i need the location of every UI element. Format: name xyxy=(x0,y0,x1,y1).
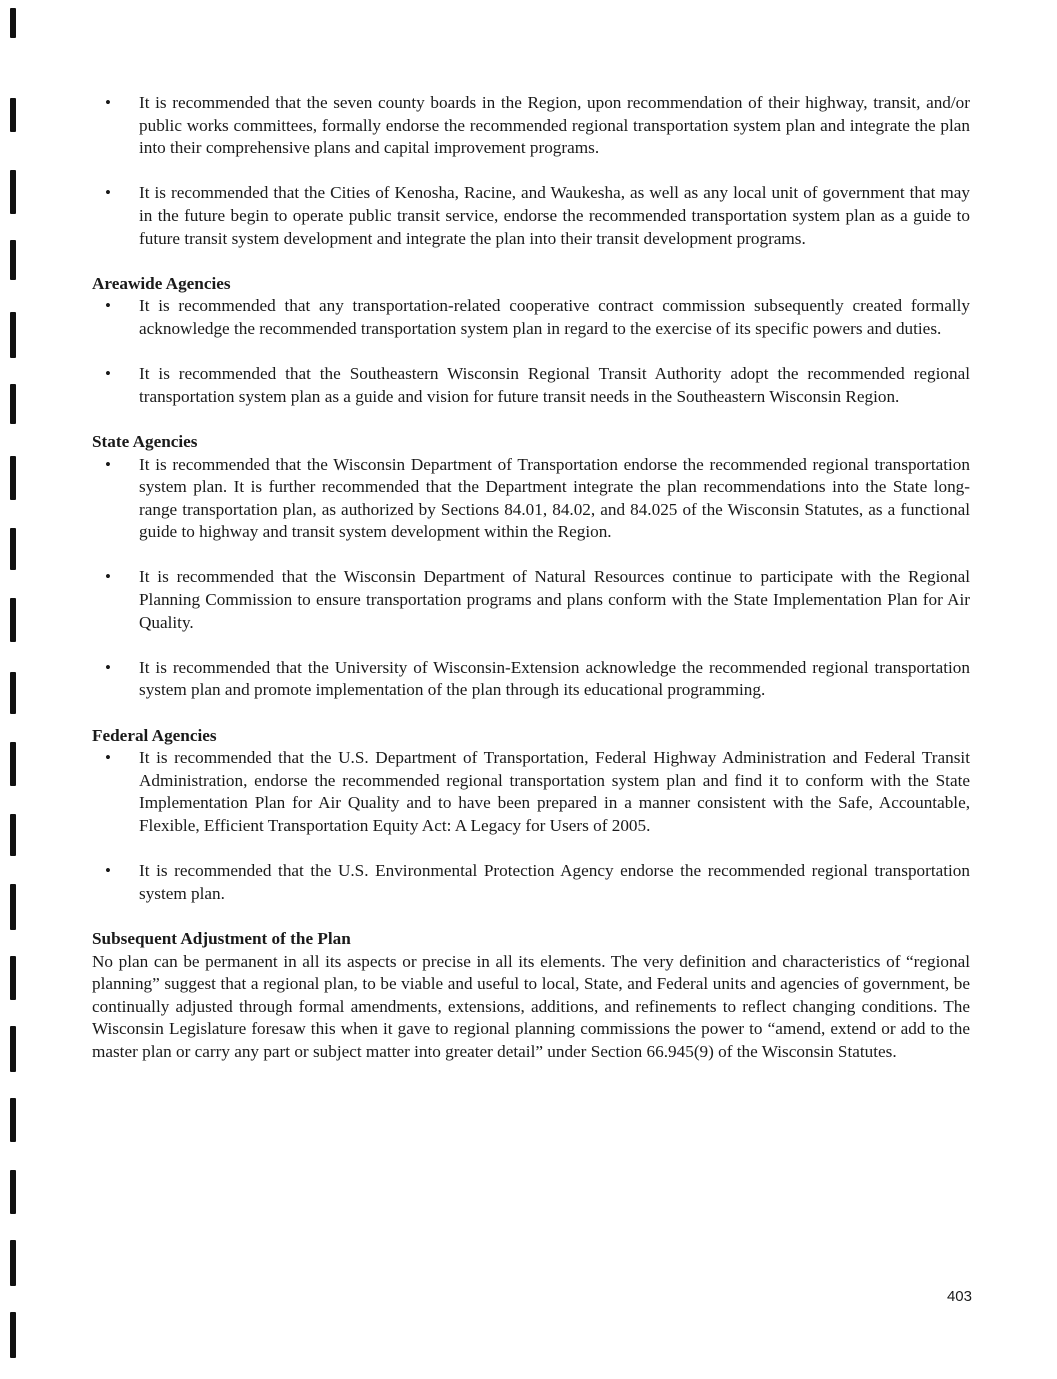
subsequent-adjustment-heading: Subsequent Adjustment of the Plan xyxy=(92,928,351,948)
binding-mark xyxy=(10,598,16,642)
list-item: • It is recommended that any transportation-related cooperative contract commission subsequently created formally acknowledge the recommended transportation system plan in regard to the exercise of its specific powers and duties. xyxy=(92,295,970,340)
binding-mark xyxy=(10,98,16,132)
binding-mark xyxy=(10,170,16,214)
list-item: • It is recommended that the U.S. Environmental Protection Agency endorse the recommended regional transportation system plan. xyxy=(92,860,970,905)
binding-mark xyxy=(10,1026,16,1072)
binding-mark xyxy=(10,742,16,786)
binding-mark xyxy=(10,956,16,1000)
list-item: • It is recommended that the Cities of Kenosha, Racine, and Waukesha, as well as any local unit of government that may in the future begin to operate public transit service, endorse the recommended transportation system plan as a guide to future transit system development and integrate the plan into their transit development programs. xyxy=(92,182,970,250)
list-item: • It is recommended that the Southeastern Wisconsin Regional Transit Authority adopt the recommended regional transportation system plan as a guide and vision for future transit needs in the Southeastern Wisconsin Region. xyxy=(92,363,970,408)
list-item: • It is recommended that the Wisconsin Department of Transportation endorse the recommended regional transportation system plan. It is further recommended that the Department integrate the plan recommendations into the State long-range transportation plan, as authorized by Sections 84.01, 84.02, and 84.025 of the Wisconsin Statutes, as a functional guide to highway and transit system development within the Region. xyxy=(92,454,970,544)
county-recommendations-list xyxy=(92,92,970,250)
list-item: • It is recommended that the U.S. Department of Transportation, Federal Highway Administration and Federal Transit Administration, endorse the recommended regional transportation system plan and find it to conform with the State Implementation Plan for Air Quality and to have been prepared in a manner consistent with the Safe, Accountable, Flexible, Efficient Transportation Equity Act: A Legacy for Users of 2005. xyxy=(92,747,970,837)
binding-mark xyxy=(10,1312,16,1358)
state-agencies-heading: State Agencies xyxy=(92,431,198,451)
state-recommendations-list xyxy=(92,454,970,703)
binding-mark xyxy=(10,240,16,280)
binding-mark xyxy=(10,672,16,714)
areawide-recommendations-list xyxy=(92,295,970,408)
list-item: • It is recommended that the seven county boards in the Region, upon recommendation of their highway, transit, and/or public works committees, formally endorse the recommended regional transportation system plan and integrate the plan into their comprehensive plans and capital improvement programs. xyxy=(92,92,970,160)
binding-mark xyxy=(10,384,16,424)
list-item: • It is recommended that the Wisconsin Department of Natural Resources continue to participate with the Regional Planning Commission to ensure transportation programs and plans conform with the State Implementation Plan for Air Quality. xyxy=(92,566,970,634)
binding-mark xyxy=(10,528,16,570)
page-number: 403 xyxy=(946,1288,972,1305)
areawide-agencies-heading: Areawide Agencies xyxy=(92,273,231,293)
binding-mark xyxy=(10,1170,16,1214)
subsequent-adjustment-paragraph: No plan can be permanent in all its aspects or precise in all its elements. The very definition and characteristics of “regional planning” suggest that a regional plan, to be viable and useful to local, State, and Federal units and agencies of government, be continually adjusted through formal amendments, extensions, additions, and refinements to reflect changing conditions. The Wisconsin Legislature foresaw this when it gave to regional planning commissions the power to “amend, extend or add to the master plan or carry any part or subject matter into greater detail” under Section 66.945(9) of the Wisconsin Statutes. xyxy=(92,951,970,1061)
federal-agencies-heading: Federal Agencies xyxy=(92,725,217,745)
page-content xyxy=(92,92,970,1064)
binding-mark xyxy=(10,8,16,38)
binding-mark xyxy=(10,884,16,930)
federal-recommendations-list xyxy=(92,747,970,905)
binding-mark xyxy=(10,814,16,856)
binding-mark xyxy=(10,312,16,358)
list-item: • It is recommended that the University of Wisconsin-Extension acknowledge the recommended regional transportation system plan and promote implementation of the plan through its educational programming. xyxy=(92,657,970,702)
binding-mark xyxy=(10,1240,16,1286)
binding-mark xyxy=(10,456,16,500)
binding-mark xyxy=(10,1098,16,1142)
